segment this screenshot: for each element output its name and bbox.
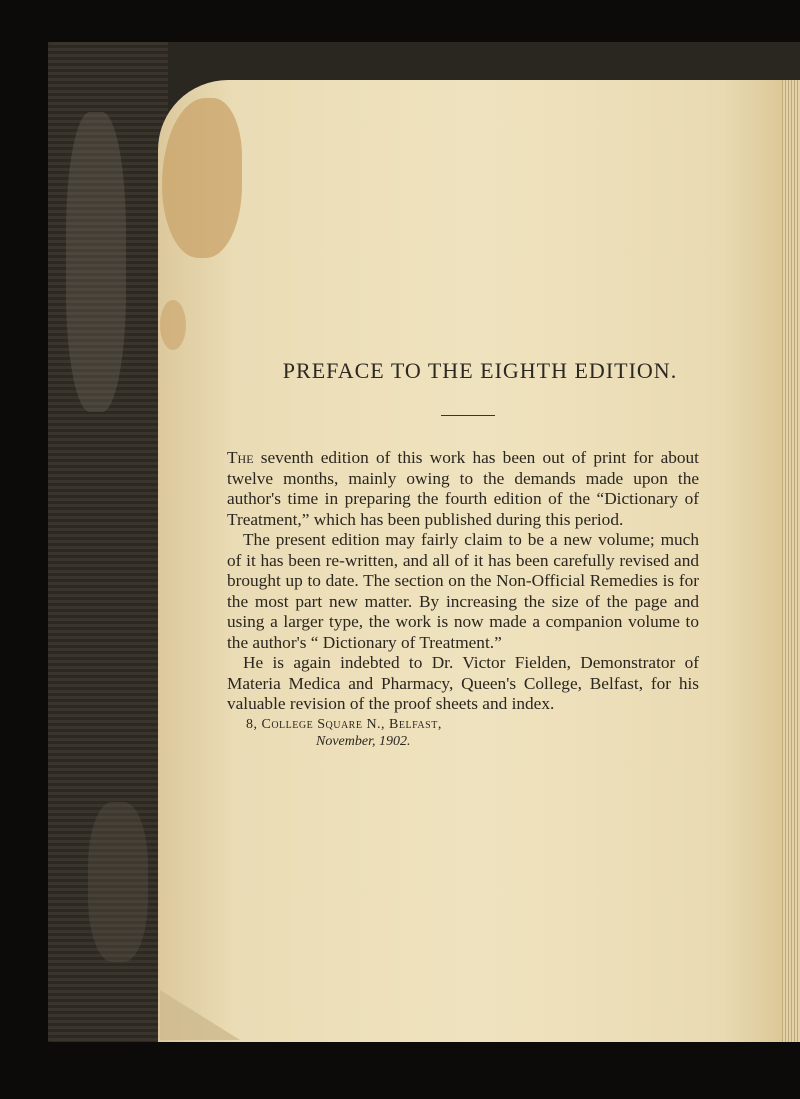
signature-block xyxy=(246,716,442,750)
paragraph-1 xyxy=(227,448,699,530)
paragraph-3: He is again indebted to Dr. Victor Fielden, Demonstrator of Materia Medica and Pharmacy, Queen's College, Belfast, for his valuable revision of the proof sheets and index. xyxy=(227,653,699,713)
water-stain xyxy=(160,300,186,350)
preface-body xyxy=(227,448,699,715)
paragraph-lead-word: The xyxy=(227,448,254,467)
cover-wear-mark xyxy=(66,112,126,412)
page-title: PREFACE TO THE EIGHTH EDITION. xyxy=(282,358,678,383)
title-rule xyxy=(441,415,495,416)
paragraph-2: The present edition may fairly claim to be a new volume; much of it has been re-written, and all of it has been carefully revised and brought up to date. The section on the Non-Official Remedies is for the most part new matter. By increasing the size of the page and using a larger type, the work is now made a companion volume to the author's “ Dictionary of Treatment.” xyxy=(227,530,699,652)
signature-address: 8, College Square N., Belfast, xyxy=(246,717,442,732)
signature-date: November, 1902. xyxy=(316,734,411,749)
cover-wear-mark xyxy=(88,802,148,962)
page-edges xyxy=(782,80,800,1042)
paragraph-1-text: seventh edition of this work has been out of print for about twelve months, mainly owing to the demands made upon the author's time in preparing the fourth edition of the “Dictionary of Treatment,” which has been published during this period. xyxy=(227,448,699,529)
